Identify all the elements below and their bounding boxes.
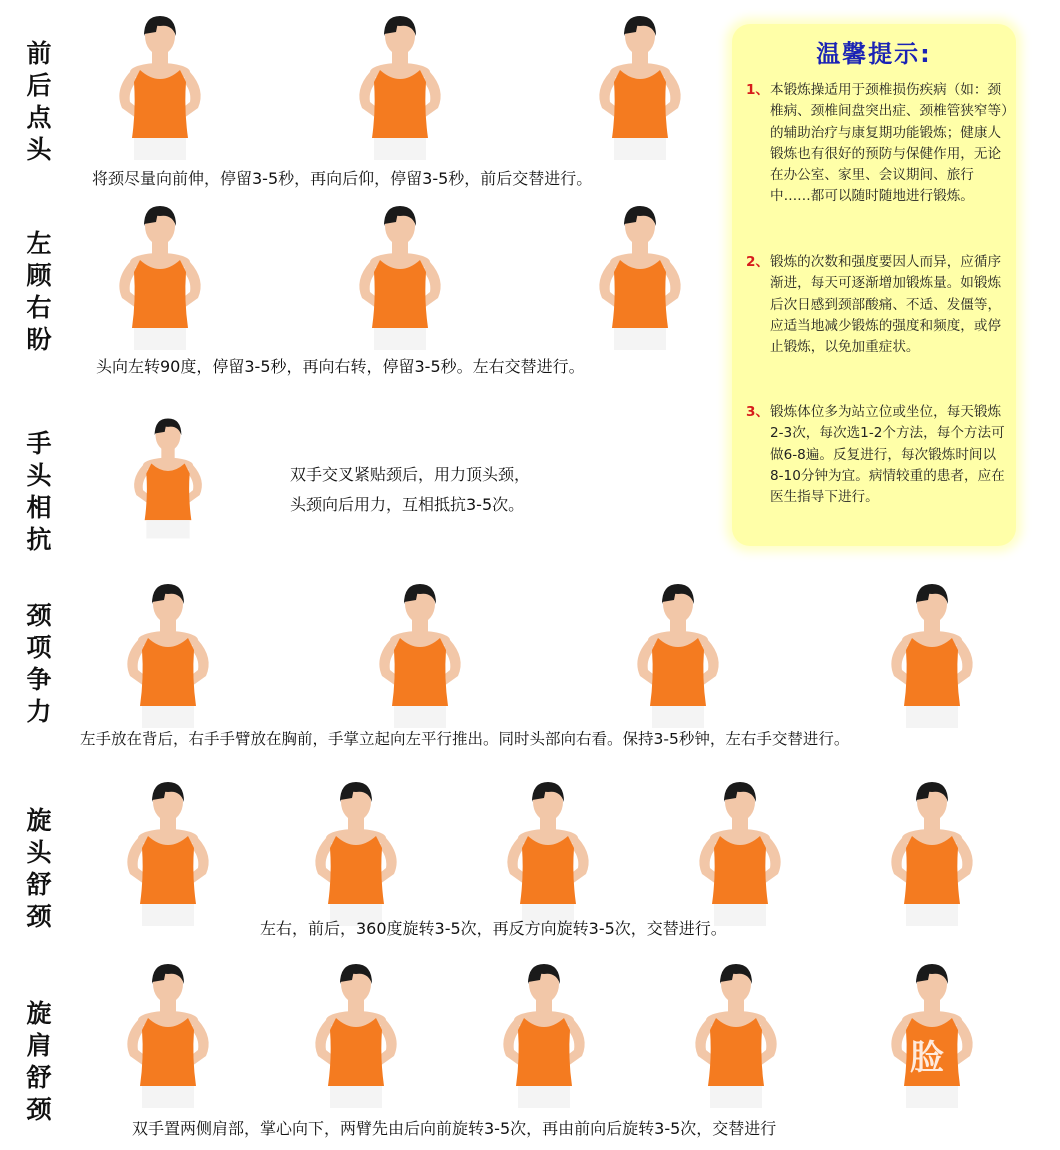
section-title-rotate-head: 旋 头 舒 颈 [26, 806, 52, 931]
figure-turn-2 [340, 200, 460, 350]
figure-nod-1 [100, 10, 220, 160]
section-title-nod: 前 后 点 头 [26, 39, 52, 164]
tips-box [732, 24, 1016, 546]
section-title-rotate-shoulder: 旋 肩 舒 颈 [26, 999, 52, 1124]
tip-number-1: 1、 [746, 82, 770, 98]
tip-text-3: 锻炼体位多为站立位或坐位，每天锻炼2-3次，每次选1-2个方法，每个方法可做6-8遍。反复进行，每次锻炼时间以8-10分钟为宜。病情较重的患者，应在医生指导下进行。 [770, 404, 1005, 506]
tip-text-1: 本锻炼操适用于颈椎损伤疾病（如：颈椎病、颈椎间盘突出症、颈椎管狭窄等）的辅助治疗与康复期功能锻炼；健康人锻炼也有很好的预防与保健作用，无论在办公室、家里、会议期间、旅行中……都可以随时随地进行锻炼。 [770, 82, 1008, 205]
figure-rotate-shoulder-3 [484, 958, 604, 1108]
figure-rotate-shoulder-4 [676, 958, 796, 1108]
figure-nod-3 [580, 10, 700, 160]
figure-nod-2 [340, 10, 460, 160]
figure-rotate-head-3 [488, 776, 608, 926]
caption-nod: 将颈尽量向前伸，停留3-5秒，再向后仰，停留3-5秒，前后交替进行。 [92, 169, 593, 188]
section-title-turn: 左 顾 右 盼 [26, 229, 52, 354]
caption-rotate-head: 左右，前后，360度旋转3-5次，再反方向旋转3-5次，交替进行。 [260, 919, 727, 938]
figure-push-1 [108, 578, 228, 728]
figure-resist [118, 400, 218, 552]
section-title-push: 颈 项 争 力 [26, 601, 52, 726]
watermark-logo: 脸 [910, 1038, 944, 1078]
figure-rotate-shoulder-1 [108, 958, 228, 1108]
figure-rotate-head-5 [872, 776, 992, 926]
figure-push-3 [618, 578, 738, 728]
tip-text-2: 锻炼的次数和强度要因人而异，应循序渐进，每天可逐渐增加锻炼量。如锻炼后次日感到颈部酸痛、不适、发僵等，应适当地减少锻炼的强度和频度，或停止锻炼，以免加重症状。 [770, 254, 1002, 356]
caption-turn: 头向左转90度，停留3-5秒，再向右转，停留3-5秒。左右交替进行。 [96, 357, 585, 376]
section-title-resist: 手 头 相 抗 [26, 429, 52, 554]
figure-rotate-head-2 [296, 776, 416, 926]
figure-push-2 [360, 578, 480, 728]
tip-item-3 [746, 402, 1008, 508]
tip-item-1 [746, 80, 1008, 208]
figure-rotate-head-4 [680, 776, 800, 926]
tip-number-3: 3、 [746, 404, 770, 420]
figure-turn-1 [100, 200, 220, 350]
figure-push-4 [872, 578, 992, 728]
caption-resist-line2: 头颈向后用力，互相抵抗3-5次。 [290, 495, 525, 514]
tip-item-2 [746, 252, 1008, 358]
tips-title: 温馨提示: [816, 40, 932, 68]
figure-turn-3 [580, 200, 700, 350]
caption-push: 左手放在背后，右手手臂放在胸前，手掌立起向左平行推出。同时头部向右看。保持3-5秒钟，左右手交替进行。 [80, 730, 850, 748]
figure-rotate-head-1 [108, 776, 228, 926]
tip-number-2: 2、 [746, 254, 770, 270]
caption-resist-line1: 双手交叉紧贴颈后，用力顶头颈， [290, 465, 531, 484]
caption-rotate-shoulder: 双手置两侧肩部，掌心向下，两臂先由后向前旋转3-5次，再由前向后旋转3-5次，交替进行 [132, 1119, 777, 1138]
figure-rotate-shoulder-2 [296, 958, 416, 1108]
